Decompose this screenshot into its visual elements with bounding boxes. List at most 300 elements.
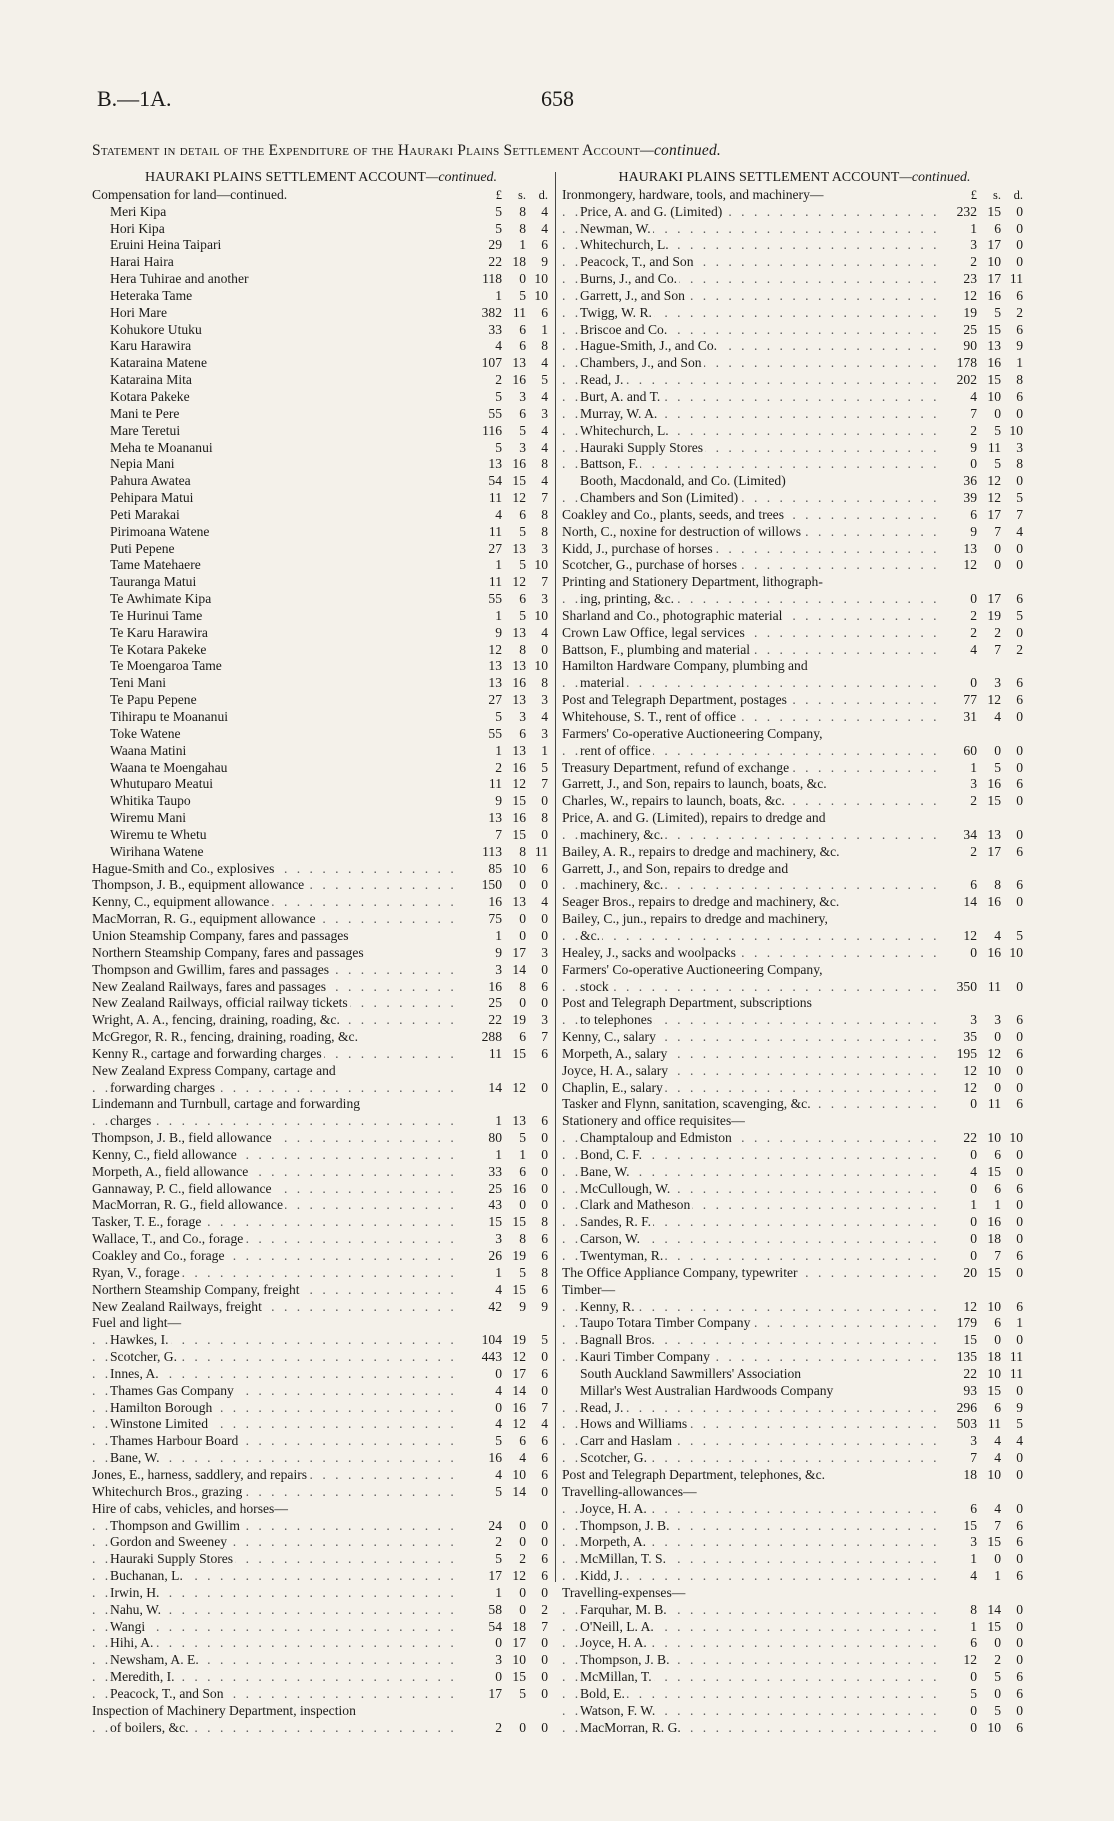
ledger-row — [562, 507, 1027, 524]
pence-value: 6 — [1016, 1012, 1023, 1028]
pence-value: 0 — [541, 911, 548, 927]
shillings-value: 16 — [987, 1214, 1001, 1230]
ledger-item-text: Kotara Pakeke — [110, 388, 190, 404]
ledger-item-text: Bagnall Bros. — [580, 1332, 655, 1348]
ledger-item-text: Tame Matehaere — [110, 557, 201, 573]
pounds-value — [937, 861, 977, 878]
ledger-row — [92, 1012, 550, 1029]
ledger-amount — [937, 861, 1027, 878]
shillings-value: 15 — [987, 1382, 1001, 1398]
ledger-item-label — [92, 1467, 462, 1484]
pence-value: 6 — [1016, 675, 1023, 691]
shillings-value: 12 — [987, 1045, 1001, 1061]
ledger-item-text: Teni Mani — [110, 675, 167, 691]
ledger-amount — [937, 1568, 1027, 1585]
pounds-value: 12 — [963, 557, 977, 573]
shillings-value: 2 — [994, 624, 1001, 640]
ledger-row — [92, 625, 550, 642]
ledger-item-text: McMillan, T. S. — [580, 1551, 666, 1567]
ledger-item-label — [562, 1299, 937, 1316]
pence-value: 3 — [541, 405, 548, 421]
ledger-item-text: Thompson and Gwillim, fares and passages — [92, 961, 330, 977]
ledger-item-text: Coakley and Co., plants, seeds, and trees — [562, 506, 784, 522]
ledger-item-text: Champtaloup and Edmiston — [580, 1130, 732, 1146]
ledger-amount — [462, 1147, 550, 1164]
ledger-item-label — [562, 1181, 937, 1198]
shillings-value: 4 — [994, 1433, 1001, 1449]
pounds-value: 14 — [963, 894, 977, 910]
ledger-item-label — [92, 1332, 462, 1349]
pounds-value: 5 — [495, 203, 502, 219]
ledger-item-text: Travelling-expenses— — [562, 1584, 686, 1600]
pounds-value: £ — [970, 187, 977, 202]
pounds-value — [462, 1315, 502, 1332]
ledger-item-label — [562, 1147, 937, 1164]
pence-value: 10 — [534, 658, 548, 674]
shillings-value — [502, 1501, 526, 1518]
pence-value: 0 — [1016, 557, 1023, 573]
ledger-item-text: Kidd, J., purchase of horses — [562, 540, 713, 556]
ledger-amount — [462, 1450, 550, 1467]
shillings-value: 12 — [512, 1568, 526, 1584]
pounds-value: 2 — [495, 372, 502, 388]
ledger-row — [92, 1315, 550, 1332]
pounds-value: 20 — [963, 1264, 977, 1280]
ledger-row — [562, 894, 1027, 911]
pence-value — [1001, 1585, 1023, 1602]
ledger-item-label — [92, 877, 462, 894]
pounds-value: 2 — [495, 759, 502, 775]
pounds-value: 5 — [970, 1685, 977, 1701]
shillings-value: 3 — [519, 439, 526, 455]
ledger-row — [562, 608, 1027, 625]
pounds-value — [937, 1585, 977, 1602]
pounds-value: 27 — [488, 692, 502, 708]
ledger-item-label — [92, 861, 462, 878]
ledger-row — [562, 1282, 1027, 1299]
ledger-item-text: Meredith, I. — [110, 1669, 175, 1685]
ledger-row — [562, 844, 1027, 861]
ledger-item-label — [562, 1551, 937, 1568]
pence-value: 4 — [541, 220, 548, 236]
ledger-amount — [937, 406, 1027, 423]
ledger-item-label — [562, 1130, 937, 1147]
ledger-item-label — [562, 1652, 937, 1669]
ledger-amount — [462, 221, 550, 238]
ledger-row — [92, 1080, 550, 1097]
ledger-item-label — [562, 1669, 937, 1686]
ledger-amount — [462, 1130, 550, 1147]
ledger-amount — [462, 1416, 550, 1433]
ledger-row — [92, 1214, 550, 1231]
ledger-item-text: Ryan, V., forage — [92, 1264, 180, 1280]
ledger-item-label — [92, 322, 462, 339]
ledger-row — [562, 1669, 1027, 1686]
ledger-amount — [462, 675, 550, 692]
ledger-amount — [937, 1012, 1027, 1029]
shillings-value — [977, 574, 1001, 591]
ledger-item-label — [92, 372, 462, 389]
pence-value: 0 — [1016, 1601, 1023, 1617]
pence-value: 0 — [1016, 540, 1023, 556]
pounds-value: 7 — [970, 405, 977, 421]
pence-value — [526, 1096, 548, 1113]
ledger-item-label — [562, 1518, 937, 1535]
shillings-value: 15 — [987, 1264, 1001, 1280]
ledger-item-text: The Office Appliance Company, typewriter — [562, 1264, 798, 1280]
shillings-value: 6 — [519, 1029, 526, 1045]
ledger-row — [562, 372, 1027, 389]
pence-value: 4 — [541, 422, 548, 438]
ledger-amount — [462, 608, 550, 625]
ledger-item-text: Tasker and Flynn, sanitation, scavenging, &c. — [562, 1096, 811, 1112]
ledger-item-text: Thompson, J. B. — [580, 1652, 670, 1668]
ledger-row — [562, 1332, 1027, 1349]
ledger-amount — [937, 1366, 1027, 1383]
pence-value: 8 — [541, 338, 548, 354]
pence-value: 8 — [541, 456, 548, 472]
ledger-item-label — [562, 928, 937, 945]
shillings-value: 6 — [994, 1146, 1001, 1162]
ledger-amount — [937, 911, 1027, 928]
pounds-value: 382 — [481, 304, 502, 320]
shillings-value: 6 — [994, 1399, 1001, 1415]
ledger-item-text: Farmers' Co-operative Auctioneering Company, — [562, 961, 823, 977]
shillings-value: 10 — [987, 254, 1001, 270]
ledger-item-label — [92, 204, 462, 221]
ledger-item-label — [92, 760, 462, 777]
pence-value: 5 — [1016, 927, 1023, 943]
ledger-row — [562, 1164, 1027, 1181]
ledger-item-label — [562, 1113, 937, 1130]
ledger-amount — [462, 423, 550, 440]
ledger-row — [562, 204, 1027, 221]
ledger-item-label — [92, 844, 462, 861]
ledger-item-label — [562, 490, 937, 507]
ledger-amount — [462, 776, 550, 793]
shillings-value: 11 — [987, 439, 1001, 455]
shillings-value: 15 — [987, 1163, 1001, 1179]
ledger-item-label — [562, 1012, 937, 1029]
ledger-item-label — [562, 945, 937, 962]
ledger-amount — [462, 1181, 550, 1198]
ledger-item-text: Union Steamship Company, fares and passages — [92, 927, 349, 943]
ledger-item-label — [562, 1568, 937, 1585]
ledger-item-text: Gannaway, P. C., field allowance — [92, 1180, 272, 1196]
pounds-value: 13 — [488, 810, 502, 826]
shillings-value: 14 — [987, 1601, 1001, 1617]
shillings-value: 17 — [512, 1365, 526, 1381]
shillings-value: 6 — [519, 1433, 526, 1449]
ledger-item-label — [92, 928, 462, 945]
pounds-value: 12 — [488, 641, 502, 657]
ledger-amount — [462, 1383, 550, 1400]
pence-value — [1001, 995, 1023, 1012]
pence-value: 0 — [1016, 1146, 1023, 1162]
ledger-row — [562, 389, 1027, 406]
pounds-value: 93 — [963, 1382, 977, 1398]
ledger-item-text: Pehipara Matui — [110, 490, 194, 506]
ledger-item-label — [92, 1433, 462, 1450]
pounds-value: 33 — [488, 1163, 502, 1179]
shillings-value: 18 — [987, 1231, 1001, 1247]
pence-value: 0 — [541, 1349, 548, 1365]
ledger-item-text: Scotcher, G. — [110, 1349, 178, 1365]
ledger-item-text: Thompson, J. B. — [580, 1517, 670, 1533]
ledger-amount — [462, 1534, 550, 1551]
pence-value: 0 — [1016, 709, 1023, 724]
shillings-value: 13 — [512, 540, 526, 556]
ledger-item-text: ing, printing, &c. — [580, 591, 675, 607]
ledger-row — [92, 962, 550, 979]
ledger-item-text: Watson, F. W. — [580, 1702, 656, 1718]
shillings-value: 4 — [994, 927, 1001, 943]
ledger-item-text: Joyce, H. A., salary — [562, 1062, 669, 1078]
pence-value: 6 — [1016, 321, 1023, 337]
ledger-row — [92, 979, 550, 996]
ledger-item-text: Coakley and Co., forage — [92, 1248, 225, 1263]
ledger-item-label — [92, 237, 462, 254]
shillings-value: 18 — [987, 1349, 1001, 1365]
ledger-row — [92, 440, 550, 457]
shillings-value: 5 — [994, 304, 1001, 320]
right-rows — [562, 187, 1027, 1737]
shillings-value: 1 — [519, 1146, 526, 1162]
ledger-item-label — [92, 1585, 462, 1602]
ledger-row — [562, 1181, 1027, 1198]
ledger-amount — [937, 692, 1027, 709]
ledger-amount — [937, 793, 1027, 810]
ledger-row — [562, 1046, 1027, 1063]
ledger-item-label — [92, 1686, 462, 1703]
ledger-item-text: Twigg, W. R. — [580, 304, 652, 320]
pounds-value: 6 — [970, 1500, 977, 1516]
ledger-item-text: Hera Tuhirae and another — [110, 271, 249, 287]
pounds-value — [937, 1282, 977, 1299]
ledger-item-label — [92, 945, 462, 962]
pounds-value: 54 — [488, 473, 502, 489]
ledger-amount — [462, 1551, 550, 1568]
ledger-row — [92, 928, 550, 945]
shillings-value: 8 — [519, 1231, 526, 1247]
ledger-row — [92, 1450, 550, 1467]
ledger-item-label — [562, 557, 937, 574]
pence-value: 0 — [1016, 894, 1023, 910]
pence-value: 6 — [1016, 1719, 1023, 1735]
ledger-row — [92, 995, 550, 1012]
ledger-item-text: stock — [580, 978, 609, 994]
shillings-value: 0 — [519, 1534, 526, 1550]
pence-value: 0 — [541, 1669, 548, 1685]
ledger-amount — [937, 423, 1027, 440]
pounds-value: 0 — [970, 1248, 977, 1263]
pounds-value: 12 — [963, 927, 977, 943]
ledger-row — [92, 1248, 550, 1265]
ledger-item-text: Chaplin, E., salary — [562, 1079, 663, 1095]
ledger-item-text: Mare Teretui — [110, 422, 181, 438]
pence-value: 4 — [541, 894, 548, 910]
shillings-value: 15 — [987, 321, 1001, 337]
ledger-row — [562, 1029, 1027, 1046]
shillings-value: 15 — [512, 1045, 526, 1061]
pounds-value: 5 — [495, 1433, 502, 1449]
ledger-row — [562, 776, 1027, 793]
ledger-amount — [462, 945, 550, 962]
pence-value: 5 — [1016, 1416, 1023, 1432]
pounds-value: 5 — [495, 220, 502, 236]
ledger-row — [562, 1400, 1027, 1417]
ledger-item-text: Pahura Awatea — [110, 473, 191, 489]
pence-value: 10 — [534, 607, 548, 623]
ledger-item-text: McMillan, T. — [580, 1669, 652, 1685]
pounds-value: 3 — [970, 776, 977, 792]
pence-value — [1001, 726, 1023, 743]
pence-value: 4 — [541, 1416, 548, 1432]
ledger-row — [562, 490, 1027, 507]
ledger-row — [92, 658, 550, 675]
pence-value: 0 — [541, 1382, 548, 1398]
pence-value: 0 — [541, 877, 548, 893]
ledger-row — [92, 591, 550, 608]
pounds-value: 4 — [970, 1163, 977, 1179]
ledger-item-text: Nepia Mani — [110, 456, 175, 472]
ledger-amount — [937, 844, 1027, 861]
pence-value — [1001, 962, 1023, 979]
ledger-row — [92, 1366, 550, 1383]
ledger-amount — [937, 541, 1027, 558]
ledger-item-text: Burt, A. and T. — [580, 388, 661, 404]
pounds-value: 118 — [482, 271, 502, 287]
shillings-value: 16 — [987, 776, 1001, 792]
ledger-item-label — [92, 692, 462, 709]
ledger-row — [92, 1568, 550, 1585]
pence-value: 0 — [1016, 220, 1023, 236]
ledger-amount — [937, 1130, 1027, 1147]
shillings-value: 16 — [512, 1180, 526, 1196]
ledger-item-text: Carson, W. — [580, 1231, 641, 1247]
ledger-amount — [937, 1315, 1027, 1332]
ledger-amount — [462, 473, 550, 490]
ledger-item-label — [562, 1214, 937, 1231]
pence-value: 0 — [1016, 1652, 1023, 1668]
ledger-amount — [937, 524, 1027, 541]
pence-value: d. — [1013, 187, 1023, 202]
ledger-amount — [937, 288, 1027, 305]
ledger-row — [92, 237, 550, 254]
ledger-item-label — [562, 726, 937, 743]
shillings-value: 13 — [512, 742, 526, 758]
ledger-item-label — [562, 338, 937, 355]
ledger-item-label — [562, 1315, 937, 1332]
ledger-amount — [462, 1096, 550, 1113]
ledger-item-label — [562, 406, 937, 423]
ledger-row — [92, 507, 550, 524]
shillings-value: 0 — [994, 1079, 1001, 1095]
ledger-amount — [462, 355, 550, 372]
pence-value: 0 — [541, 793, 548, 809]
ledger-item-label — [562, 1450, 937, 1467]
pence-value: 4 — [541, 388, 548, 404]
ledger-amount — [937, 1400, 1027, 1417]
shillings-value: 0 — [994, 405, 1001, 421]
pounds-value: 9 — [495, 624, 502, 640]
ledger-row — [92, 692, 550, 709]
pence-value: 5 — [1016, 490, 1023, 506]
shillings-value: 10 — [987, 1466, 1001, 1482]
shillings-value: 10 — [512, 1652, 526, 1668]
ledger-item-text: Joyce, H. A. — [580, 1635, 647, 1651]
ledger-item-text: Read, J. — [580, 1399, 624, 1415]
ledger-item-label — [92, 524, 462, 541]
ledger-item-text: Thompson, J. B., field allowance — [92, 1130, 272, 1146]
pence-value: 0 — [541, 961, 548, 977]
ledger-item-text: Hague-Smith and Co., explosives — [92, 860, 275, 876]
ledger-row — [92, 1029, 550, 1046]
pounds-value: 13 — [488, 456, 502, 472]
ledger-amount — [937, 658, 1027, 675]
ledger-row — [92, 1164, 550, 1181]
ledger-item-text: MacMorran, R. G. — [580, 1719, 681, 1735]
pounds-value — [937, 1113, 977, 1130]
ledger-row — [562, 675, 1027, 692]
ledger-item-text: Waana te Moengahau — [110, 759, 228, 775]
pounds-value: 3 — [970, 1534, 977, 1550]
pounds-value: 14 — [488, 1079, 502, 1095]
shillings-value — [977, 1484, 1001, 1501]
pence-value: 8 — [1016, 456, 1023, 472]
shillings-value — [977, 1113, 1001, 1130]
pence-value: 6 — [541, 1231, 548, 1247]
pounds-value: 31 — [963, 709, 977, 724]
shillings-value: 0 — [994, 1551, 1001, 1567]
pounds-value: 2 — [970, 422, 977, 438]
pounds-value: 13 — [963, 540, 977, 556]
ledger-row — [92, 338, 550, 355]
pence-value: 0 — [1016, 1231, 1023, 1247]
shillings-value: 17 — [512, 1635, 526, 1651]
ledger-row — [92, 322, 550, 339]
ledger-item-label — [92, 675, 462, 692]
ledger-item-text: Briscoe and Co. — [580, 321, 668, 337]
ledger-amount — [937, 1518, 1027, 1535]
pence-value: 0 — [541, 1483, 548, 1499]
ledger-row — [562, 355, 1027, 372]
ledger-amount — [937, 1214, 1027, 1231]
ledger-item-text: Joyce, H. A. — [580, 1500, 647, 1516]
pence-value: 0 — [541, 1146, 548, 1162]
ledger-item-text: forwarding charges — [110, 1079, 216, 1095]
ledger-row — [562, 1299, 1027, 1316]
ledger-row — [562, 237, 1027, 254]
pounds-value: 4 — [495, 1466, 502, 1482]
ledger-amount — [462, 524, 550, 541]
ledger-amount — [462, 338, 550, 355]
ledger-amount — [937, 574, 1027, 591]
ledger-item-text: Printing and Stationery Department, lithograph- — [562, 574, 823, 590]
shillings-value: 16 — [987, 894, 1001, 910]
ledger-item-label — [562, 221, 937, 238]
shillings-value: 3 — [994, 675, 1001, 691]
ledger-item-label — [92, 271, 462, 288]
pounds-value: 107 — [481, 355, 502, 371]
ledger-row — [562, 524, 1027, 541]
shillings-value: 0 — [994, 1685, 1001, 1701]
pence-value: 0 — [541, 927, 548, 943]
ledger-row — [92, 406, 550, 423]
ledger-row — [92, 524, 550, 541]
ledger-item-text: Morpeth, A., salary — [562, 1045, 668, 1061]
ledger-item-label — [562, 962, 937, 979]
